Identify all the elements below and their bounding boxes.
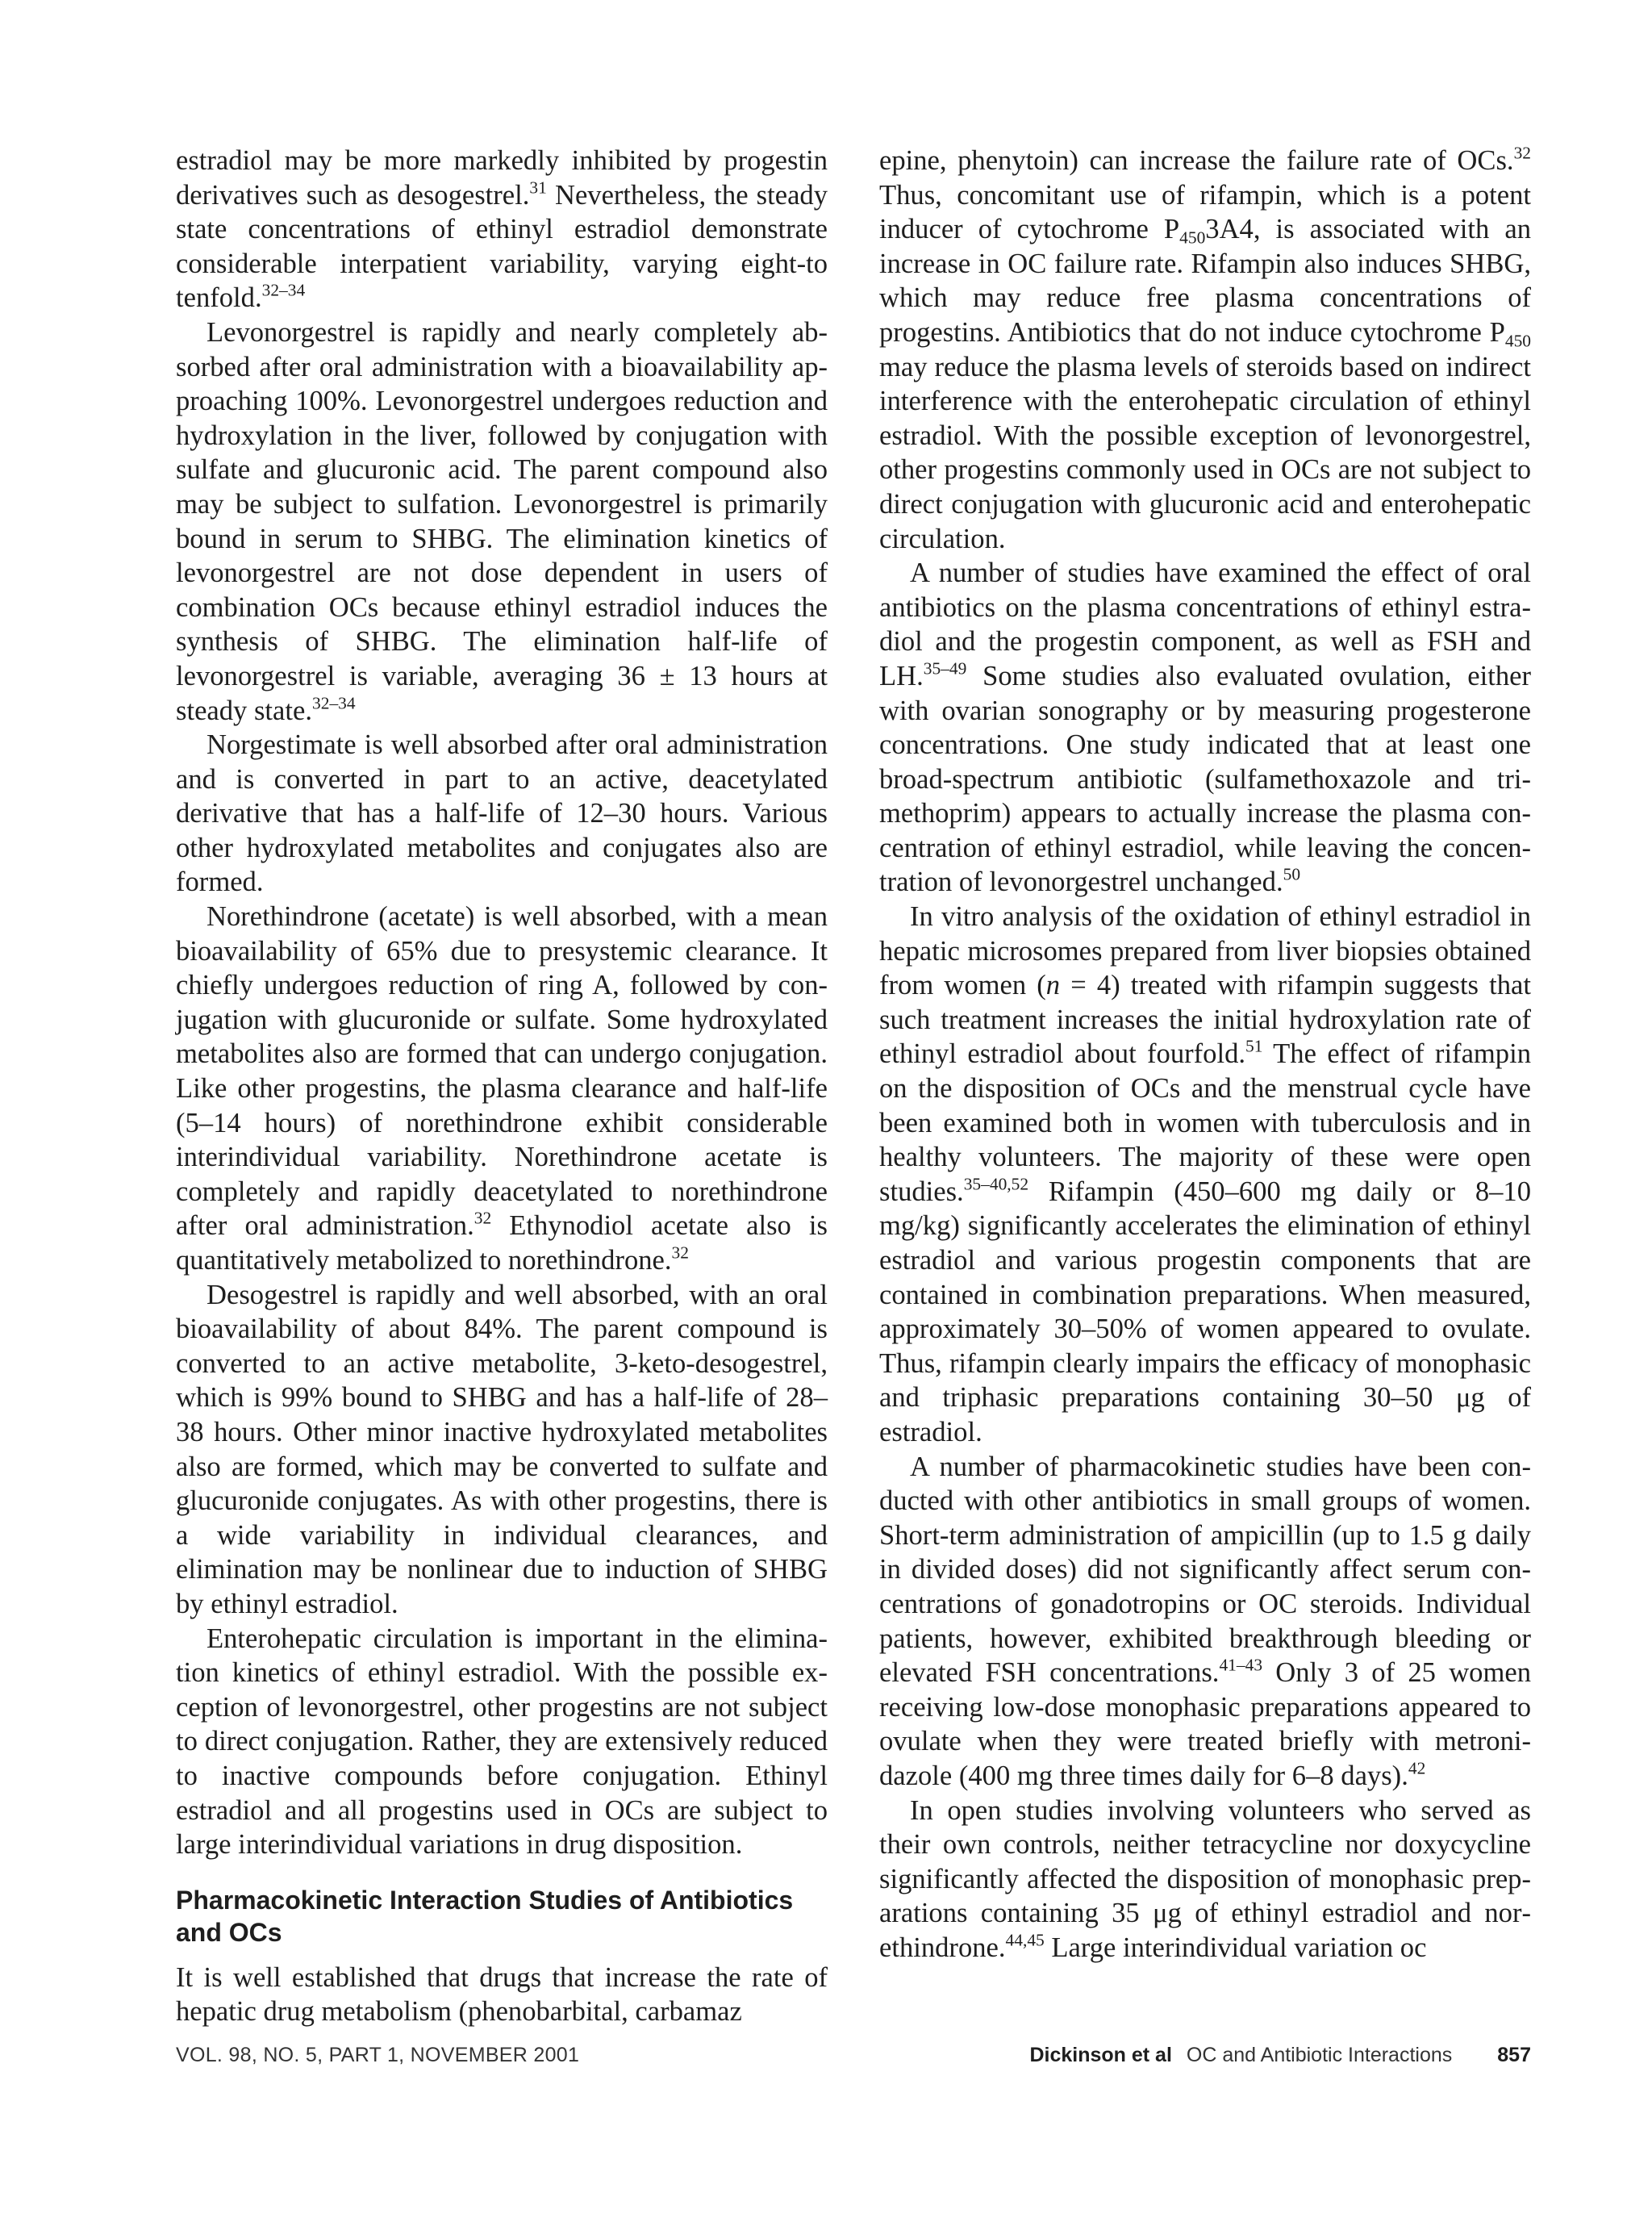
paragraph: A number of pharmacokinetic studies have been conducted with other antibiotics in small groups of women. Short-term administration of ampicillin (up to 1.5 g daily in divided doses) did not significantly affect serum concentrations of gonadotropins or OC steroids. Individual patients, however, exhibited breakthrough bleeding or elevated FSH concentrations.$^{41-43}$ Only 3 of 25 women receiving low-dose monophasic preparations appeared to ovulate when they were treated briefly with metronidazole (400 mg three times daily for 6–8 days).$^{42}$	[879, 1451, 1531, 1791]
subscript: 450	[1504, 331, 1531, 351]
citation: 35–49	[923, 658, 967, 679]
citation: 44,45	[1005, 1930, 1045, 1950]
paragraph: Enterohepatic circulation is important in the elimination kinetics of ethinyl estradiol. With the possible exception of levonorgestrel, other progestins are not subject to direct conjugation. Rather, they are extensively reduced to inactive compounds before conjugation. Ethinyl estradiol and all progestins used in OCs are subject to large interindividual variations in drug disposition.	[176, 1623, 828, 1861]
running-title: OC and Antibiotic Interactions	[1186, 2044, 1453, 2066]
subscript: 450	[1179, 228, 1206, 248]
authors: Dickinson et al	[1029, 2044, 1172, 2066]
paragraph: Norgestimate is well absorbed after oral administration and is converted in part to an active, deacetylated derivative that has a half-life of 12–30 hours. Various other hydroxylated metabolites and conjugates also are formed.	[176, 729, 828, 898]
paragraph: Norethindrone (acetate) is well absorbed, with a mean bioavailability of 65% due to presystemic clearance. It chiefly undergoes reduction of ring A, followed by conjugation with glucuronide or sulfate. Some hydroxylated metabolites also are formed that can undergo conjugation. Like other progestins, the plasma clearance and half-life (5–14 hours) of norethindrone exhibit considerable interindividual variability. Norethindrone acetate is completely and rapidly deacetylated to norethindrone after oral administration.$^{32}$ Ethynodiol acetate also is quantitatively metabolized to norethindrone.$^{32}$	[176, 901, 828, 1276]
paragraph: estradiol may be more markedly inhibited by progestin derivatives such as desogestrel.$^{31}$ Nevertheless, the steady state concentrations of ethinyl estradiol demonstrate considerable interpatient variability, varying eight-to tenfold.$^{32-34}$	[176, 145, 828, 314]
citation: 51	[1245, 1037, 1263, 1057]
section-heading: Pharmacokinetic Interaction Studies of Antibiotics and OCs	[176, 1885, 794, 1947]
paragraph: epine, phenytoin) can increase the failure rate of OCs.$^{32}$ Thus, concomitant use of rifampin, which is a potent inducer of cytochrome $P_{450}3A4$, is associated with an increase in OC failure rate. Rifampin also induces SHBG, which may reduce free plasma concentrations of progestins. Antibiotics that do not induce cytochrome $P_{450}$ may reduce the plasma levels of steroids based on indirect interference with the enterohepatic circulation of ethinyl estradiol. With the possible exception of levonorgestrel, other progestins commonly used in OCs are not subject to direct conjugation with glucuronic acid and enterohepatic circulation.	[879, 143, 1531, 554]
paragraph: Levonorgestrel is rapidly and nearly completely absorbed after oral administration with a bioavailability approaching 100%. Levonorgestrel undergoes reduction and hydroxylation in the liver, followed by conjugation with sulfate and glucuronic acid. The parent compound also may be subject to sulfation. Levonorgestrel is primarily bound in serum to SHBG. The elimination kinetics of levonorgestrel are not dose dependent in users of combination OCs because ethinyl estradiol induces the synthesis of SHBG. The elimination half-life of levonorgestrel is variable, averaging 36 ± 13 hours at steady state.$^{32-34}$	[176, 316, 828, 726]
citation: 32–34	[261, 281, 306, 301]
citation: 41–43	[1219, 1655, 1263, 1675]
paragraph: In open studies involving volunteers who served as their own controls, neither tetracycline nor doxycycline significantly affected the disposition of monophasic preparations containing 35 μg of ethinyl estradiol and norethindrone.$^{44,45}$ Large interindividual variation oc	[879, 1794, 1531, 1963]
citation: 42	[1408, 1758, 1426, 1778]
right-column	[879, 144, 1531, 1965]
paragraph: A number of studies have examined the effect of oral antibiotics on the plasma concentrations of ethinyl estradiol and the progestin component, as well as FSH and LH.$^{35-49}$ Some studies also evaluated ovulation, either with ovarian sonography or by measuring progesterone concentrations. One study indicated that at least one broad-spectrum antibiotic (sulfamethoxazole and trimethoprim) appears to actually increase the plasma concentration of ethinyl estradiol, while leaving the concentration of levonorgestrel unchanged.$^{50}$	[879, 558, 1531, 898]
page-footer	[176, 2039, 1531, 2071]
citation: 32	[473, 1209, 492, 1229]
paragraph: Desogestrel is rapidly and well absorbed, with an oral bioavailability of about 84%. The parent compound is converted to an active metabolite, 3-keto-desogestrel, which is 99% bound to SHBG and has a half-life of 28–38 hours. Other minor inactive hydroxylated metabolites also are formed, which may be converted to sulfate and glucuronide conjugates. As with other progestins, there is a wide variability in individual clearances, and elimination may be nonlinear due to induction of SHBG by ethinyl estradiol.	[176, 1279, 828, 1619]
paragraph: In vitro analysis of the oxidation of ethinyl estradiol in hepatic microsomes prepared from liver biopsies obtained from women (n = 4) treated with rifampin suggests that such treatment increases the initial hydroxylation rate of ethinyl estradiol about fourfold.$^{51}$ The effect of rifampin on the disposition of OCs and the menstrual cycle have been examined both in women with tuberculosis and in healthy volunteers. The majority of these were open studies.$^{35-40,52}$ Rifampin (450–600 mg daily or 8–10 mg/kg) significantly accelerates the elimination of ethinyl estradiol and various progestin components that are contained in combination preparations. When measured, approximately 30–50% of women appeared to ovulate. Thus, rifampin clearly impairs the efficacy of monophasic and triphasic preparations containing 30–50 μg of estradiol.	[879, 901, 1531, 1447]
paragraph: It is well established that drugs that increase the rate of hepatic drug metabolism (phenobarbital, carbamaz	[176, 1961, 828, 2028]
citation: 32	[1513, 143, 1531, 163]
running-header	[1029, 2039, 1531, 2071]
citation: 31	[529, 178, 547, 198]
volume-info: VOL. 98, NO. 5, PART 1, NOVEMBER 2001	[176, 2044, 580, 2066]
citation: 32–34	[312, 693, 356, 713]
left-column	[176, 144, 828, 2029]
citation: 50	[1283, 865, 1301, 885]
citation: 32	[671, 1243, 689, 1263]
citation: 35–40,52	[963, 1174, 1029, 1194]
italic-variable: n	[1045, 970, 1061, 1001]
page-number: 857	[1497, 2044, 1531, 2066]
